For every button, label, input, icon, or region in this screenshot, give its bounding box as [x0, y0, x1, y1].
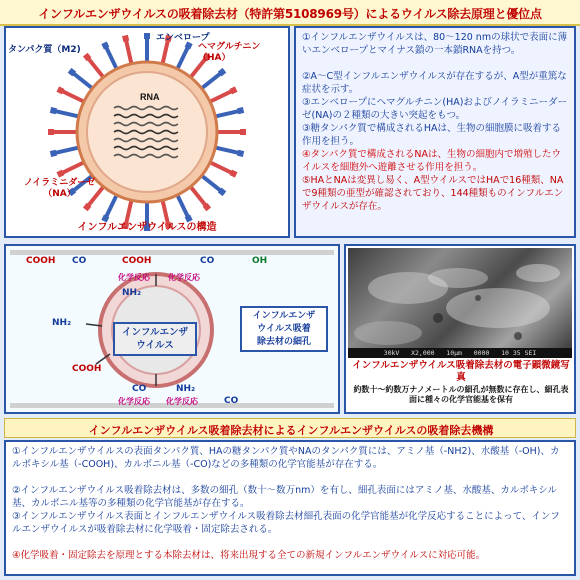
group-nh2-left: NH₂ — [52, 318, 72, 328]
na-spike — [53, 111, 78, 117]
mechanism-title: インフルエンザウイルス吸着除去材によるインフルエンザウイルスの吸着除去機構 — [88, 424, 494, 437]
virus-label-box — [113, 322, 197, 356]
sem-image — [348, 248, 572, 358]
envelope-label: エンベロープ — [156, 33, 210, 43]
sem-description: 約数十～約数万ナノメートルの細孔が無数に存在し、細孔表面に種々の化学官能基を保有 — [353, 385, 569, 404]
ha-spike — [61, 162, 84, 173]
na-spike — [215, 148, 240, 154]
info-item-5: ④タンパク質で構成されるNAは、生物の細胞内で増殖したウイルスを細胞外へ遊離させる作用を担う。 — [302, 149, 561, 173]
na-spike — [215, 111, 240, 117]
na-spike — [105, 195, 116, 218]
mechanism-item-4: ④化学吸着・固定除去を原理とする本除去材は、将来出現する全ての新規インフルエンザウイルスに対応可能。 — [12, 550, 486, 561]
virus-label: インフルエンザ ウイルス — [121, 327, 189, 351]
na-spike — [72, 72, 92, 88]
top-pore-wall — [10, 250, 334, 255]
ha-spike — [210, 90, 233, 101]
info-item-3: ③エンベロープにヘマグルチニン(HA)およびノイラミニーダーゼ(NA)の２種類の大きい突起をもつ。 — [302, 97, 568, 121]
reaction-label-bottom-1: 化学反応 — [118, 397, 150, 406]
ha-spike — [61, 90, 84, 101]
mechanism-panel — [4, 440, 576, 576]
na-spike — [202, 72, 222, 88]
group-cooh-top-1: COOH — [26, 256, 56, 266]
adsorbent-diagram-panel — [4, 244, 340, 414]
group-nh2-virus-top: NH₂ — [122, 288, 142, 298]
sem-texture — [348, 248, 572, 358]
group-cooh-left: COOH — [72, 364, 102, 374]
protein-label: タンパク質（M2) — [8, 45, 81, 55]
group-oh-top: OH — [252, 256, 268, 266]
virus-structure-caption: インフルエンザウイルスの構造 — [77, 222, 217, 233]
page-title: インフルエンザウイルスの吸着除去材（特許第5108969号）によるウイルス除去原理と優位点 — [38, 7, 542, 21]
group-co-top-2: CO — [200, 256, 215, 266]
mechanism-item-2: ②インフルエンザウイルス吸着除去材は、多数の細孔（数十～数万nm）を有し、細孔表面にはアミノ基、水酸基、カルボキシル基、カルボニル基等の多種類の化学官能基が存在する。 — [12, 485, 558, 509]
sem-info-bar: 30kV X2,000 10μm 0000 10 35 SEI — [348, 348, 572, 358]
na-spike — [177, 46, 188, 69]
reaction-label-top-1: 化学反応 — [118, 273, 150, 282]
virus-structure-panel — [4, 26, 290, 238]
spike-head — [144, 33, 150, 39]
reaction-label-top-2: 化学反応 — [168, 273, 200, 282]
na-label: ノイラミニダーゼ （NA） — [24, 178, 96, 199]
reaction-label-bottom-2: 化学反応 — [166, 397, 198, 406]
pore-label-box — [240, 306, 328, 352]
rna-label: RNA — [140, 92, 160, 102]
group-co-bottom: CO — [224, 396, 239, 406]
info-item-4: ③糖タンパク質で構成されるHAは、生物の細胞膜に吸着する作用を担う。 — [302, 123, 561, 147]
ha-spike — [126, 38, 132, 63]
group-nh2-bottom: NH₂ — [176, 384, 196, 394]
mechanism-title-bar — [4, 418, 576, 438]
info-item-6: ⑤HAとNAは変異し易く、A型ウイルスではHAで16種類、NAで9種類の亜型が確認されており、144種類ものインフルエンザウイルスが存在。 — [302, 175, 564, 212]
sem-photo-panel — [344, 244, 576, 414]
mechanism-item-1: ①インフルエンザウイルスの表面タンパク質、HAの糖タンパク質やNAのタンパク質には、アミノ基（-NH2)、水酸基（-OH)、カルボキシル基（-COOH)、カルボニル基（-CO)などの多種類の化学官能基が存在する。 — [12, 446, 560, 470]
virus-info-panel — [294, 26, 576, 238]
ha-spike — [191, 187, 207, 207]
spike-head — [48, 129, 54, 135]
page-header — [0, 0, 580, 26]
group-co-virus-bottom: CO — [132, 384, 147, 394]
na-spike — [202, 176, 222, 192]
ha-label: ヘマグルチニン （HA） — [198, 42, 261, 63]
na-spike — [53, 148, 78, 154]
na-spike — [105, 46, 116, 69]
info-item-2: ②A～C型インフルエンザウイルスが存在するが、A型が重篤な症状を示す。 — [302, 71, 567, 95]
group-co-top-1: CO — [72, 256, 87, 266]
mechanism-item-3: ③インフルエンザウイルス表面とインフルエンザウイルス吸着除去材細孔表面の化学官能基が化学反応することによって、インフルエンザウイルスが吸着除去材に化学吸着・固定除去される。 — [12, 511, 560, 535]
ha-spike — [210, 162, 233, 173]
pore-label: インフルエンザ ウイルス吸着 除去材の細孔 — [252, 311, 316, 347]
na-spike — [177, 195, 188, 218]
spike-head — [240, 129, 246, 135]
group-cooh-top-2: COOH — [122, 256, 152, 266]
info-item-1: ①インフルエンザウイルスは、80～120 nmの球状で表面に薄いエンベロープとマイナス鎖の一本鎖RNAを持つ。 — [302, 32, 568, 56]
ha-spike — [87, 57, 103, 77]
sem-caption: インフルエンザウイルス吸着除去材の電子顕微鏡写真 — [352, 360, 570, 383]
